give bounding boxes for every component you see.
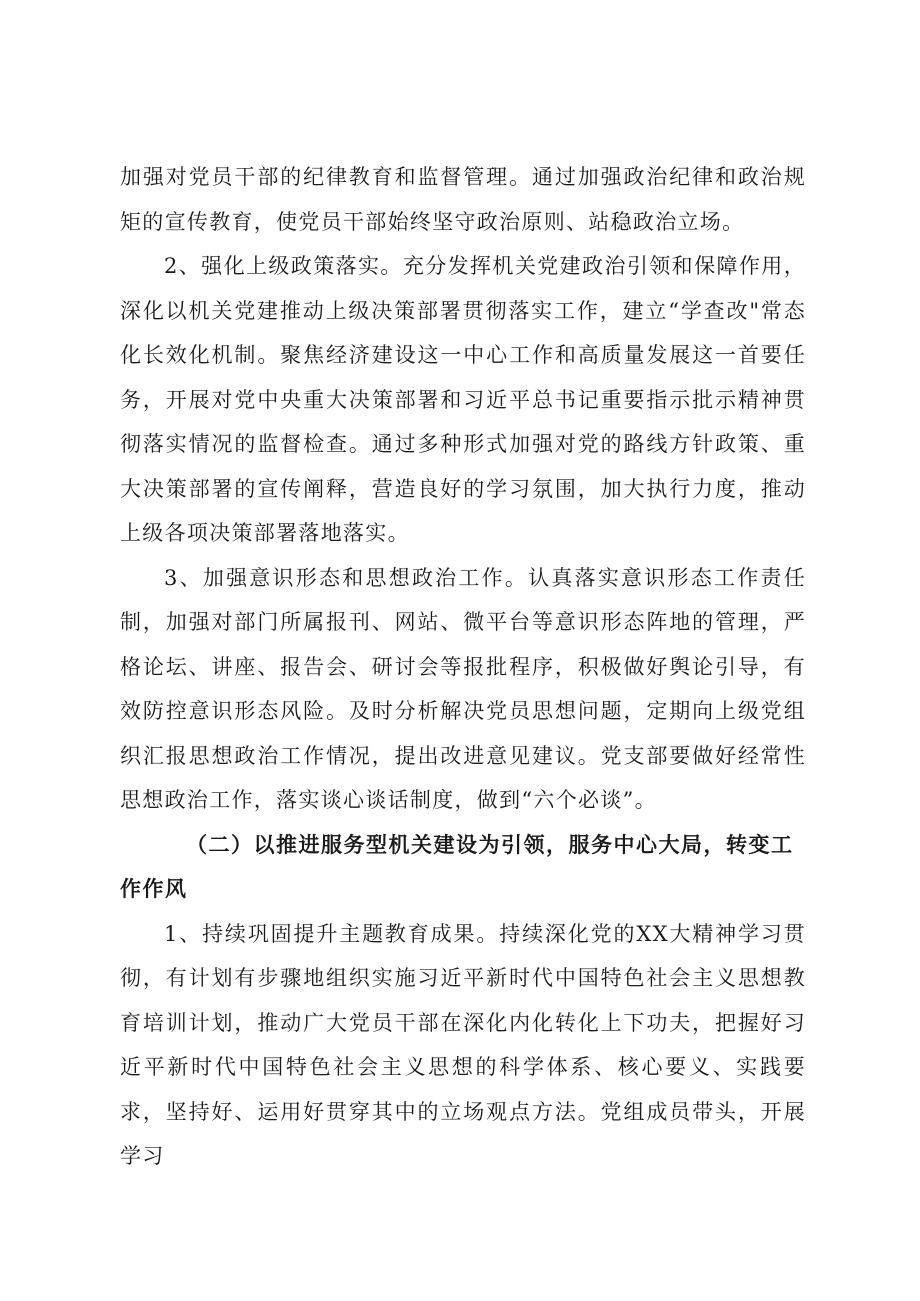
section-heading: （二）以推进服务型机关建设为引领，服务中心大局，转变工作作风 (120, 831, 794, 901)
paragraph-continuation: 加强对党员干部的纪律教育和监督管理。通过加强政治纪律和政治规矩的宣传教育，使党员干部始终坚守政治原则、站稳政治立场。 (120, 165, 806, 234)
paragraph-ideology-work: 3、加强意识形态和思想政治工作。认真落实意识形态工作责任制，加强对部门所属报刊、网站、微平台等意识形态阵地的管理，严格论坛、讲座、报告会、研讨会等报批程序，积极做好舆论引导，有效防控意识形态风险。及时分析解决党员思想问题，定期向上级党组织汇报思想政治工作情况，提出改进意见建议。党支部要做好经常性思想政治工作，落实谈心谈话制度，做到“六个必谈”。 (120, 565, 806, 812)
document-body (120, 155, 806, 1179)
paragraph-policy-implementation: 2、强化上级政策落实。充分发挥机关党建政治引领和保障作用，深化以机关党建推动上级决策部署贯彻落实工作，建立“学查改"常态化长效化机制。聚焦经济建设这一中心工作和高质量发展这一首要任务，开展对党中央重大决策部署和习近平总书记重要指示批示精神贯彻落实情况的监督检查。通过多种形式加强对党的路线方针政策、重大决策部署的宣传阐释，营造良好的学习氛围，加大执行力度，推动上级各项决策部署落地落实。 (120, 254, 806, 545)
paragraph-education-results: 1、持续巩固提升主题教育成果。持续深化党的XX大精神学习贯彻，有计划有步骤地组织实施习近平新时代中国特色社会主义思想教育培训计划，推动广大党员干部在深化内化转化上下功夫，把握好习近平新时代中国特色社会主义思想的科学体系、核心要义、实践要求，坚持好、运用好贯穿其中的立场观点方法。党组成员带头，开展学习 (120, 921, 806, 1168)
